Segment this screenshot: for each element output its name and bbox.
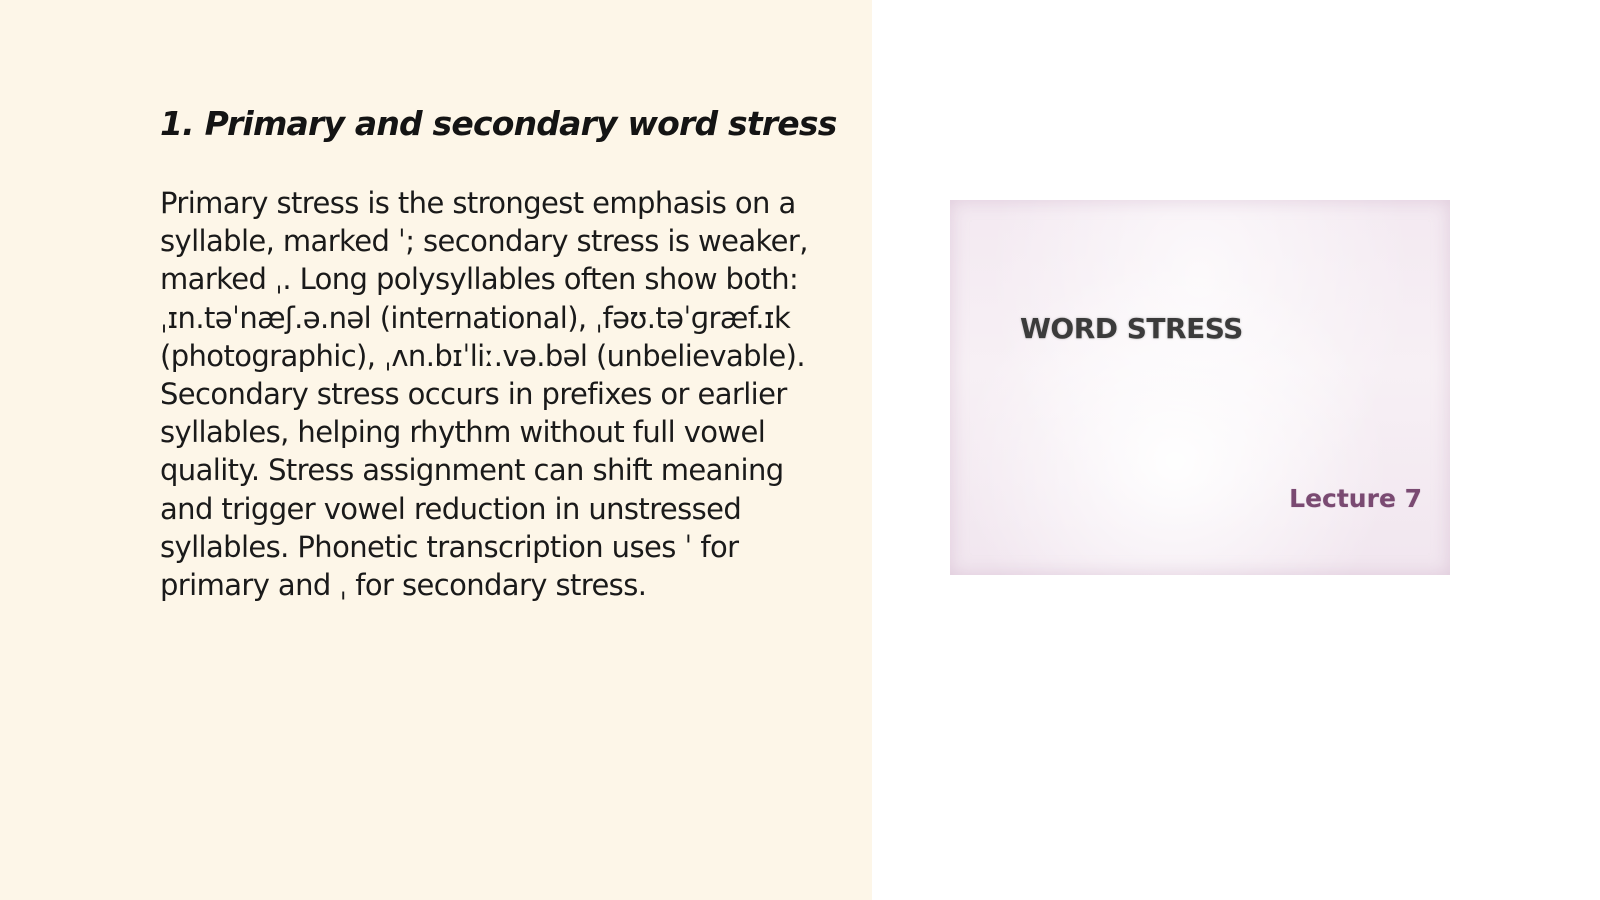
lecture-title-image	[950, 200, 1450, 575]
slide-heading: 1. Primary and secondary word stress	[160, 104, 837, 143]
slide-body-text: Primary stress is the strongest emphasis on a syllable, marked ˈ; secondary stress is weaker, marked ˌ. Long polysyllables often show both: ˌɪn.təˈnæʃ.ə.nəl (international), ˌfəʊ.təˈɡræf.ɪk (photographic), ˌʌn.bɪˈliː.və.bəl (unbelievable). Secondary stress occurs in prefixes or earlier syllables, helping rhythm without full vowel quality. Stress assignment can shift meaning and trigger vowel reduction in unstressed syllables. Phonetic transcription uses ˈ for primary and ˌ for secondary stress.	[160, 186, 808, 603]
image-title: WORD STRESS	[1020, 312, 1243, 345]
image-subtitle: Lecture 7	[1289, 484, 1422, 513]
